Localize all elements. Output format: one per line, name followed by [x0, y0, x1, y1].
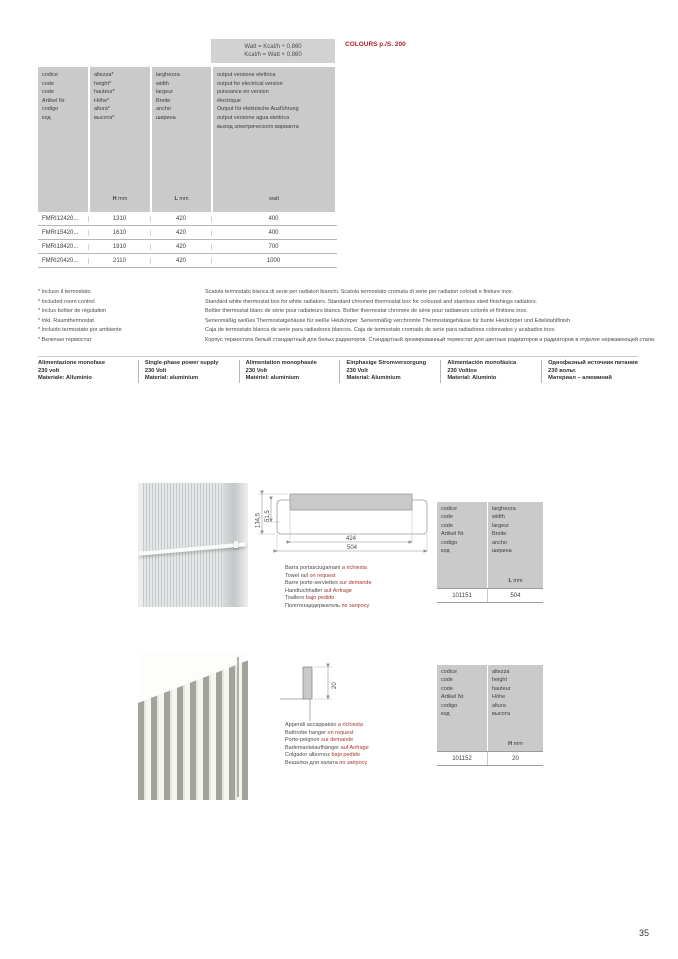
footnote-line: * Incluso il termostato	[38, 289, 91, 295]
caption-line: Colgador albornoz bajo pedido	[285, 752, 360, 759]
power-line: 230 Volt	[346, 367, 368, 374]
caption-line: Toallero bajo pedido	[285, 595, 335, 602]
header-label: код	[441, 548, 450, 555]
watt-kcal-formula-box	[211, 39, 335, 63]
cell-code: FMRI20420...	[42, 257, 79, 264]
dim-label-20: 20	[332, 682, 338, 689]
power-line: 230 Volt	[144, 367, 167, 374]
cell-width: 420	[150, 258, 211, 264]
header-label: code	[441, 522, 453, 529]
power-line: Single-phase power supply	[144, 360, 219, 366]
header-label: altezza*	[94, 72, 114, 78]
spec-unit-label: H mm	[508, 740, 523, 747]
unit-height-label: H mm	[112, 196, 128, 203]
product-table	[38, 67, 337, 268]
spec-value: 504	[510, 592, 521, 599]
header-label: Artikel Nr.	[441, 531, 465, 538]
description-line: Caja de termostato blanca de serie para radiadores blancos. Caja de termostato cromado de serie para radiadores coloreados y acabados inox.	[205, 327, 556, 334]
header-label: codice	[42, 72, 58, 78]
header-label: altezza	[492, 669, 510, 675]
bathrobe-hook-dimension-drawing	[278, 659, 340, 723]
power-line: Alimentación monofásica	[447, 360, 517, 366]
cell-watt: 1000	[211, 258, 335, 264]
power-line: Einphasige Stromversorgung	[346, 360, 427, 366]
cell-width: 420	[150, 230, 211, 236]
cell-height: 1310	[88, 216, 150, 222]
header-label: ширина	[492, 548, 512, 555]
header-label: puissance en version	[217, 89, 269, 96]
caption-line: Handtuchhalter auf Anfrage	[285, 587, 352, 594]
power-line: Material: Aluminio	[447, 375, 497, 382]
caption-line: Barre porte-serviettes sur demande	[285, 580, 372, 587]
power-col-fr	[239, 360, 340, 383]
description-line: Standard white thermostat box for white radiators. Standard chromed thermostat box for coloured and stainless steel finishings radiators.	[205, 298, 538, 305]
header-label: код	[441, 711, 450, 718]
power-line: Materiale: Alluminio	[38, 375, 92, 382]
dim-label-424: 424	[345, 536, 357, 542]
header-label: code	[42, 89, 54, 96]
radiator-photo-towel-rail	[138, 483, 248, 607]
power-supply-strip	[38, 360, 642, 383]
header-label: largeur	[492, 522, 510, 529]
spec-value: 20	[512, 755, 519, 762]
header-label: codigo	[441, 702, 458, 709]
formula-line-1: Watt = Kcal/h ÷ 0,860	[244, 44, 302, 50]
power-col-en	[138, 360, 239, 383]
header-label: codigo	[441, 539, 458, 546]
power-col-it	[38, 360, 138, 383]
header-label: Höhe*	[94, 97, 110, 104]
spec-code: 101151	[452, 592, 472, 599]
towel-rail-bracket	[234, 541, 238, 548]
cell-width: 420	[150, 216, 211, 222]
header-label: codigo	[42, 106, 59, 113]
dim-label-504: 504	[346, 545, 358, 551]
header-col-code	[38, 67, 88, 212]
description-line: Scatola termostato bianca di serie per radiatori bianchi. Scatola termostato cromata di serie per radiatori colorati e finiture inox.	[205, 289, 514, 295]
power-line: Однофазный источник питания	[548, 360, 638, 366]
dim-label-134-5: 134,5	[255, 512, 262, 528]
header-label: width	[492, 514, 505, 521]
spec-table-bathrobe-hanger	[437, 665, 543, 766]
radiator-photo-bathrobe-hanger	[138, 653, 248, 800]
power-line: Material: aluminium	[144, 375, 199, 382]
power-col-es	[440, 360, 541, 383]
spec-table-towel-rail	[437, 502, 543, 603]
header-label: width	[156, 80, 169, 87]
cell-watt: 700	[211, 244, 335, 250]
spec-table-row	[437, 751, 543, 766]
description-line: Корпус термостата белый стандартный для белых радиаторов. Стандартный хромированный термостат для цветных радиаторов и радиаторов в отделке нержавеющей стали.	[205, 336, 656, 343]
description-line: Boîtier thermostat blanc de série pour radiateurs blancs. Boîtier thermostat chromée de série pour radiateurs colorés et finitions inox.	[205, 308, 528, 315]
cell-height: 1610	[88, 230, 150, 236]
header-label: codice	[441, 669, 457, 675]
footnote-line: * Inclus boîtier de régulation	[38, 308, 107, 315]
power-line: 230 volt	[38, 367, 60, 374]
header-label: output for electrical version	[217, 80, 283, 87]
description-line: Serienmäßig weißes Thermostatgehäuse für weiße Heizkörper. Serienmäßig verchromte Thermostatgehäuse für bunte Heizkörper und Edelstahlfinish.	[205, 317, 572, 324]
unit-watt-label: watt	[268, 196, 280, 203]
spec-col-code	[437, 502, 487, 588]
header-label: height*	[94, 80, 112, 87]
thermostat-description	[205, 288, 655, 346]
power-col-de	[339, 360, 440, 383]
page-number: 35	[639, 928, 650, 938]
power-line: 230 Voltios	[447, 367, 477, 374]
header-label: larghezza	[156, 72, 180, 78]
towel-rail-dimension-drawing	[254, 490, 436, 558]
cell-height: 2110	[88, 258, 150, 264]
hook-shape	[303, 667, 312, 699]
header-col-height	[90, 67, 150, 212]
colours-page-reference: COLOURS p./S. 200	[345, 41, 406, 48]
caption-line: Полотенцедержатель по запросу	[285, 602, 370, 609]
spec-col-dim	[488, 665, 543, 751]
header-label: largeur	[156, 89, 174, 96]
header-col-width	[152, 67, 211, 212]
footnote-line: * Incluido termostato por ambiente	[38, 327, 122, 334]
caption-line: Bathrobe hanger on request	[285, 729, 354, 736]
caption-line: Вешалка для халата по запросу	[285, 759, 368, 766]
footnote-line: * Inkl. Raumthermostat	[38, 317, 94, 324]
rail-inner-bar	[290, 494, 412, 510]
header-label: code	[42, 80, 54, 87]
header-label: larghezza	[492, 506, 516, 512]
header-label: ancho	[492, 539, 507, 546]
header-label: altura*	[94, 106, 110, 113]
header-label: height	[492, 677, 507, 684]
caption-line: Appendi accappatoio a richiesta	[285, 722, 363, 728]
spec-col-code	[437, 665, 487, 751]
power-line: Alimentation monophasée	[245, 360, 317, 366]
power-line: Материал – алюминий	[548, 375, 612, 382]
spec-unit-label: L mm	[508, 577, 523, 584]
radiator-edge-profile	[237, 657, 239, 797]
caption-towel-rail	[285, 565, 372, 611]
header-label: Höhe	[492, 694, 506, 701]
header-label: выход электрического варианта	[217, 123, 299, 130]
spec-table-row	[437, 588, 543, 603]
caption-line: Bademantelaufhänger auf Anfrage	[285, 744, 369, 751]
product-table-header	[38, 67, 337, 212]
unit-width-label: L mm	[174, 196, 189, 203]
power-line: Matériel: aluminium	[245, 375, 300, 382]
header-label: Breite	[156, 97, 171, 104]
cell-width: 420	[150, 244, 211, 250]
header-label: altura	[492, 702, 506, 709]
thermostat-footnotes	[38, 288, 198, 346]
footnote-line: * Included room control	[38, 298, 95, 305]
header-label: Artikel Nr.	[42, 97, 66, 104]
cell-height: 1910	[88, 244, 150, 250]
table-row	[38, 226, 337, 240]
dim-label-51-5: 51,5	[265, 510, 271, 522]
caption-line: Barra portasciugamani a richiesta	[285, 565, 367, 571]
header-label: код	[42, 114, 51, 121]
cell-code: FMRI18420...	[42, 243, 79, 250]
header-label: code	[441, 677, 453, 684]
formula-line-2: Kcal/h = Watt × 0,860	[244, 52, 302, 58]
caption-line: Porte-peignoir sur demande	[285, 737, 354, 744]
table-row	[38, 254, 337, 268]
table-row	[38, 240, 337, 254]
header-label: ancho	[156, 106, 171, 113]
header-label: output versione elettrica	[217, 72, 276, 78]
header-label: Artikel Nr.	[441, 694, 465, 701]
cell-watt: 400	[211, 230, 335, 236]
header-label: code	[441, 685, 453, 692]
power-line: 230 вольт.	[548, 367, 577, 374]
header-label: codice	[441, 506, 457, 512]
caption-bathrobe-hanger	[285, 722, 369, 768]
cell-watt: 400	[211, 216, 335, 222]
header-label: hauteur*	[94, 89, 115, 96]
header-label: ширина	[156, 114, 176, 121]
spec-table-header	[437, 665, 543, 751]
product-table-body	[38, 212, 337, 268]
cell-code: FMRI15420...	[42, 229, 79, 236]
header-label: высота*	[94, 114, 115, 121]
header-label: électrique	[217, 97, 241, 104]
cell-code: FMRI12420...	[42, 215, 79, 222]
header-label: code	[441, 514, 453, 521]
spec-col-dim	[488, 502, 543, 588]
footnote-line: * Включая термостат	[38, 336, 92, 343]
header-label: output versione agua elettrica	[217, 114, 290, 121]
caption-line: Towel rail on request	[285, 572, 336, 579]
power-col-ru	[541, 360, 642, 383]
spec-table-header	[437, 502, 543, 588]
table-row	[38, 212, 337, 226]
header-label: hauteur	[492, 685, 511, 692]
header-label: Breite	[492, 531, 507, 538]
radiator-fins	[138, 653, 248, 800]
header-label: высота	[492, 711, 511, 718]
spec-code: 101152	[452, 755, 472, 762]
header-col-output	[213, 67, 335, 212]
divider-rule	[38, 356, 638, 357]
power-line: Alimentazione monofase	[38, 360, 105, 366]
power-line: 230 Volt	[245, 367, 268, 374]
power-line: Material: Aluminium	[346, 375, 401, 382]
header-label: Output für elektrische Ausführung	[217, 106, 299, 113]
